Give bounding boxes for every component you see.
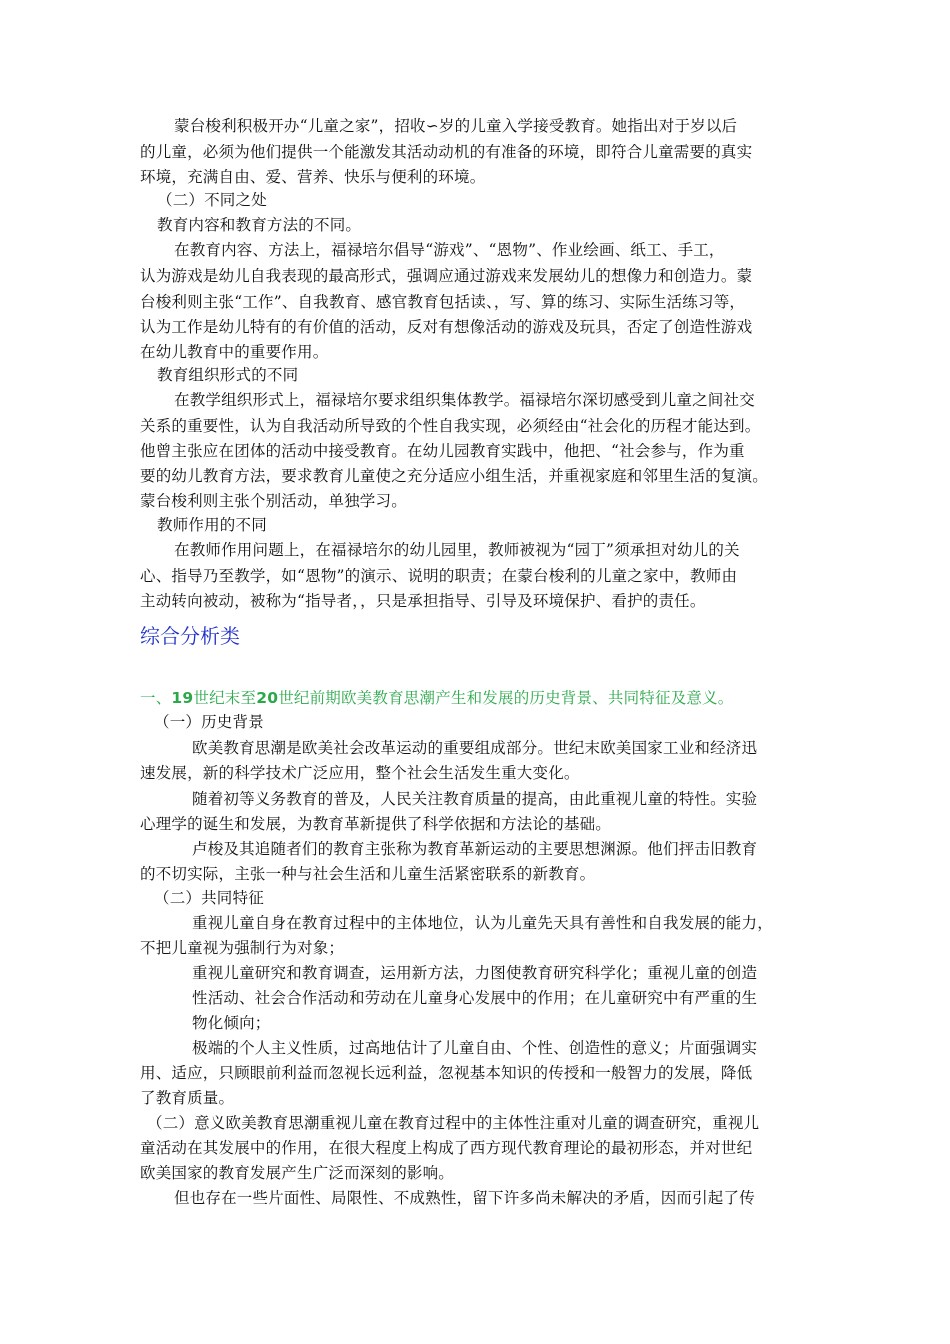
subheading: 教师作用的不同 xyxy=(157,516,267,534)
question-text: 世纪末至 xyxy=(193,689,257,707)
paragraph-line: 的不切实际，主张一种与社会生活和儿童生活紧密联系的新教育。 xyxy=(140,865,596,883)
paragraph-line: 在教学组织形式上，福禄培尔要求组织集体教学。福禄培尔深切感受到儿童之间社交 xyxy=(174,391,755,409)
paragraph-line: 要的幼儿教育方法，要求教育儿童使之充分适应小组生活，并重视家庭和邻里生活的复演。 xyxy=(140,467,769,485)
question-title xyxy=(140,688,734,708)
paragraph-line: 认为工作是幼儿特有的有价值的活动，反对有想像活动的游戏及玩具，否定了创造性游戏 xyxy=(140,318,753,336)
subheading: （一）历史背景 xyxy=(154,713,264,731)
subheading: 教育组织形式的不同 xyxy=(157,366,299,384)
paragraph-line: 了教育质量。 xyxy=(140,1089,235,1107)
question-number: 19 xyxy=(171,689,194,707)
paragraph-line: 重视儿童自身在教育过程中的主体地位，认为儿童先天具有善性和自我发展的能力， xyxy=(192,914,773,932)
section-heading: 综合分析类 xyxy=(140,624,240,648)
question-text: 世纪前期欧美教育思潮产生和发展的历史背景、共同特征及意义。 xyxy=(278,689,734,707)
paragraph-line: 物化倾向； xyxy=(192,1014,271,1032)
paragraph-line: 随着初等义务教育的普及，人民关注教育质量的提高，由此重视儿童的特性。实验 xyxy=(192,790,758,808)
paragraph-line: 主动转向被动，被称为“指导者，，只是承担指导、引导及环境保护、看护的责任。 xyxy=(140,592,706,610)
paragraph-line: 蒙台梭利积极开办“儿童之家”，招收∽岁的儿童入学接受教育。她指出对于岁以后 xyxy=(174,117,738,135)
paragraph-line: 关系的重要性，认为自我活动所导致的个性自我实现，必须经由“社会化的历程才能达到。 xyxy=(140,417,761,435)
paragraph-line: 用、适应，只顾眼前利益而忽视长远利益，忽视基本知识的传授和一般智力的发展，降低 xyxy=(140,1064,753,1082)
paragraph-line: 认为游戏是幼儿自我表现的最高形式，强调应通过游戏来发展幼儿的想像力和创造力。蒙 xyxy=(140,267,753,285)
subheading: （二）不同之处 xyxy=(157,191,267,209)
subheading: （二）共同特征 xyxy=(154,889,264,907)
paragraph-line: 卢梭及其追随者们的教育主张称为教育革新运动的主要思想渊源。他们抨击旧教育 xyxy=(192,840,758,858)
paragraph-line: 心理学的诞生和发展，为教育革新提供了科学依据和方法论的基础。 xyxy=(140,815,612,833)
paragraph-line: 欧美国家的教育发展产生广泛而深刻的影响。 xyxy=(140,1164,455,1182)
paragraph-line: 速发展，新的科学技术广泛应用，整个社会生活发生重大变化。 xyxy=(140,764,580,782)
paragraph-line: 环境，充满自由、爱、营养、快乐与便利的环境。 xyxy=(140,168,486,186)
paragraph-line: 他曾主张应在团体的活动中接受教育。在幼儿园教育实践中，他把、“社会参与，作为重 xyxy=(140,442,745,460)
paragraph-line: 不把儿童视为强制行为对象； xyxy=(140,939,345,957)
paragraph-line: （二）意义欧美教育思潮重视儿童在教育过程中的主体性注重对儿童的调查研究，重视儿 xyxy=(147,1114,760,1132)
paragraph-line: 童活动在其发展中的作用，在很大程度上构成了西方现代教育理论的最初形态，并对世纪 xyxy=(140,1139,753,1157)
paragraph-line: 在教育内容、方法上，福禄培尔倡导“游戏”、“恩物”、作业绘画、纸工、手工， xyxy=(174,241,725,259)
paragraph-line: 在幼儿教育中的重要作用。 xyxy=(140,343,329,361)
question-prefix: 一、 xyxy=(140,689,172,707)
paragraph-line: 极端的个人主义性质，过高地估计了儿童自由、个性、创造性的意义；片面强调实 xyxy=(192,1039,758,1057)
paragraph-line: 重视儿童研究和教育调查，运用新方法，力图使教育研究科学化；重视儿童的创造 xyxy=(192,964,758,982)
paragraph-line: 台梭利则主张“工作”、自我教育、感官教育包括读、，写、算的练习、实际生活练习等， xyxy=(140,293,746,311)
paragraph-line: 性活动、社会合作活动和劳动在儿童身心发展中的作用；在儿童研究中有严重的生 xyxy=(192,989,758,1007)
question-number: 20 xyxy=(256,689,279,707)
paragraph-line: 但也存在一些片面性、局限性、不成熟性，留下许多尚未解决的矛盾，因而引起了传 xyxy=(174,1189,755,1207)
subheading: 教育内容和教育方法的不同。 xyxy=(157,216,362,234)
paragraph-line: 欧美教育思潮是欧美社会改革运动的重要组成部分。世纪末欧美国家工业和经济迅 xyxy=(192,739,758,757)
paragraph-line: 的儿童，必须为他们提供一个能激发其活动动机的有准备的环境，即符合儿童需要的真实 xyxy=(140,143,753,161)
paragraph-line: 在教师作用问题上，在福禄培尔的幼儿园里，教师被视为“园丁”须承担对幼儿的关 xyxy=(174,541,740,559)
paragraph-line: 蒙台梭利则主张个别活动，单独学习。 xyxy=(140,492,407,510)
paragraph-line: 心、指导乃至教学，如“恩物”的演示、说明的职责；在蒙台梭利的儿童之家中，教师由 xyxy=(140,567,738,585)
